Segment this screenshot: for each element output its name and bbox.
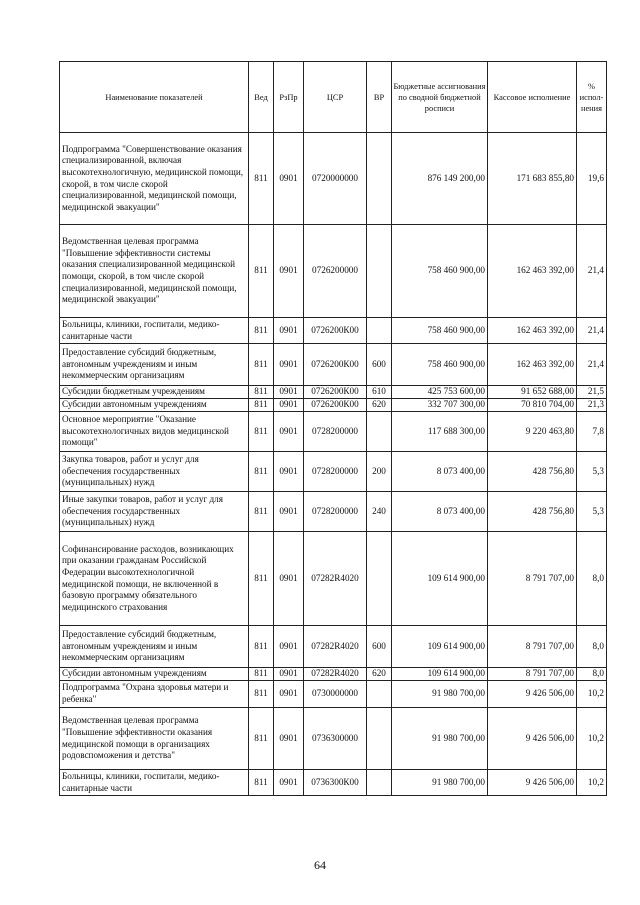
cell-ved: 811 <box>249 386 274 399</box>
cell-vr <box>367 770 392 796</box>
cell-budget: 8 073 400,00 <box>392 492 488 532</box>
cell-csr: 0726200К00 <box>304 399 367 412</box>
cell-rzpr: 0901 <box>274 626 304 668</box>
cell-csr: 0728200000 <box>304 412 367 452</box>
cell-percent: 21,4 <box>577 318 607 344</box>
cell-rzpr: 0901 <box>274 681 304 708</box>
cell-ved: 811 <box>249 225 274 318</box>
cell-budget: 876 149 200,00 <box>392 133 488 225</box>
cell-name: Предоставление субсидий бюджетным, автономным учреждениям и иным некоммерческим организациям <box>60 626 249 668</box>
cell-name: Субсидии автономным учреждениям <box>60 399 249 412</box>
table-row <box>60 412 607 452</box>
cell-cash: 162 463 392,00 <box>488 344 577 386</box>
cell-cash: 8 791 707,00 <box>488 532 577 626</box>
cell-csr: 0728200000 <box>304 452 367 492</box>
cell-budget: 117 688 300,00 <box>392 412 488 452</box>
cell-csr: 0726200000 <box>304 225 367 318</box>
cell-percent: 21,3 <box>577 399 607 412</box>
header-rzpr: РзПр <box>274 62 304 133</box>
cell-ved: 811 <box>249 668 274 681</box>
cell-percent: 21,4 <box>577 344 607 386</box>
cell-ved: 811 <box>249 318 274 344</box>
cell-cash: 9 426 506,00 <box>488 681 577 708</box>
cell-percent: 8,0 <box>577 532 607 626</box>
cell-name: Субсидии бюджетным учреждениям <box>60 386 249 399</box>
cell-csr: 0736300К00 <box>304 770 367 796</box>
cell-name: Больницы, клиники, госпитали, медико-санитарные части <box>60 770 249 796</box>
cell-rzpr: 0901 <box>274 452 304 492</box>
table-row <box>60 399 607 412</box>
cell-ved: 811 <box>249 452 274 492</box>
cell-vr: 620 <box>367 399 392 412</box>
cell-vr: 600 <box>367 344 392 386</box>
table-row <box>60 344 607 386</box>
table-row <box>60 225 607 318</box>
header-csr: ЦСР <box>304 62 367 133</box>
cell-name: Ведомственная целевая программа "Повышение эффективности оказания медицинской помощи в организациях родовспоможения и детства" <box>60 708 249 770</box>
cell-vr <box>367 681 392 708</box>
cell-budget: 109 614 900,00 <box>392 626 488 668</box>
cell-cash: 8 791 707,00 <box>488 626 577 668</box>
cell-rzpr: 0901 <box>274 412 304 452</box>
cell-ved: 811 <box>249 681 274 708</box>
cell-budget: 91 980 700,00 <box>392 708 488 770</box>
cell-ved: 811 <box>249 344 274 386</box>
cell-vr <box>367 225 392 318</box>
table-row <box>60 452 607 492</box>
cell-rzpr: 0901 <box>274 708 304 770</box>
cell-name: Подпрограмма "Совершенствование оказания специализированной, включая высокотехнологичную, медицинской помощи, скорой, в том числе скорой специализированной, медицинской помощи, медицинской эвакуации" <box>60 133 249 225</box>
cell-vr: 600 <box>367 626 392 668</box>
cell-rzpr: 0901 <box>274 386 304 399</box>
header-name: Наименование показателей <box>60 62 249 133</box>
cell-name: Больницы, клиники, госпитали, медико-санитарные части <box>60 318 249 344</box>
cell-percent: 21,4 <box>577 225 607 318</box>
cell-rzpr: 0901 <box>274 225 304 318</box>
cell-ved: 811 <box>249 532 274 626</box>
cell-percent: 5,3 <box>577 492 607 532</box>
cell-ved: 811 <box>249 626 274 668</box>
cell-name: Предоставление субсидий бюджетным, автономным учреждениям и иным некоммерческим организациям <box>60 344 249 386</box>
cell-cash: 171 683 855,80 <box>488 133 577 225</box>
cell-rzpr: 0901 <box>274 318 304 344</box>
cell-budget: 8 073 400,00 <box>392 452 488 492</box>
table-row <box>60 626 607 668</box>
cell-budget: 758 460 900,00 <box>392 344 488 386</box>
cell-percent: 10,2 <box>577 770 607 796</box>
cell-budget: 91 980 700,00 <box>392 681 488 708</box>
cell-cash: 428 756,80 <box>488 492 577 532</box>
cell-cash: 70 810 704,00 <box>488 399 577 412</box>
cell-csr: 0728200000 <box>304 492 367 532</box>
cell-vr <box>367 318 392 344</box>
cell-rzpr: 0901 <box>274 668 304 681</box>
cell-ved: 811 <box>249 770 274 796</box>
cell-budget: 91 980 700,00 <box>392 770 488 796</box>
cell-rzpr: 0901 <box>274 492 304 532</box>
cell-percent: 19,6 <box>577 133 607 225</box>
cell-vr <box>367 708 392 770</box>
table-body <box>60 133 607 796</box>
cell-csr: 0726200К00 <box>304 318 367 344</box>
cell-cash: 162 463 392,00 <box>488 318 577 344</box>
header-vr: ВР <box>367 62 392 133</box>
header-cash: Кассовое исполнение <box>488 62 577 133</box>
cell-csr: 07282R4020 <box>304 532 367 626</box>
cell-ved: 811 <box>249 492 274 532</box>
cell-csr: 0720000000 <box>304 133 367 225</box>
cell-rzpr: 0901 <box>274 770 304 796</box>
cell-name: Софинансирование расходов, возникающих при оказании гражданам Российской Федерации высокотехнологичной медицинской помощи, не включенной в базовую программу обязательного медицинского страхования <box>60 532 249 626</box>
cell-csr: 07282R4020 <box>304 626 367 668</box>
table-row <box>60 708 607 770</box>
table-row <box>60 133 607 225</box>
cell-csr: 0736300000 <box>304 708 367 770</box>
cell-name: Субсидии автономным учреждениям <box>60 668 249 681</box>
cell-vr: 200 <box>367 452 392 492</box>
cell-cash: 91 652 688,00 <box>488 386 577 399</box>
cell-rzpr: 0901 <box>274 133 304 225</box>
cell-budget: 758 460 900,00 <box>392 225 488 318</box>
cell-vr: 240 <box>367 492 392 532</box>
cell-name: Закупка товаров, работ и услуг для обеспечения государственных (муниципальных) нужд <box>60 452 249 492</box>
cell-cash: 8 791 707,00 <box>488 668 577 681</box>
table-row <box>60 681 607 708</box>
cell-csr: 0730000000 <box>304 681 367 708</box>
cell-budget: 109 614 900,00 <box>392 532 488 626</box>
cell-percent: 5,3 <box>577 452 607 492</box>
table-row <box>60 668 607 681</box>
cell-percent: 10,2 <box>577 681 607 708</box>
cell-budget: 425 753 600,00 <box>392 386 488 399</box>
cell-percent: 7,8 <box>577 412 607 452</box>
cell-budget: 758 460 900,00 <box>392 318 488 344</box>
table-row <box>60 532 607 626</box>
cell-csr: 0726200К00 <box>304 386 367 399</box>
table-row <box>60 386 607 399</box>
cell-percent: 8,0 <box>577 626 607 668</box>
cell-rzpr: 0901 <box>274 344 304 386</box>
cell-cash: 9 220 463,80 <box>488 412 577 452</box>
cell-name: Подпрограмма "Охрана здоровья матери и ребенка" <box>60 681 249 708</box>
cell-name: Основное мероприятие "Оказание высокотехнологичных видов медицинской помощи" <box>60 412 249 452</box>
cell-cash: 9 426 506,00 <box>488 708 577 770</box>
cell-ved: 811 <box>249 708 274 770</box>
cell-vr: 610 <box>367 386 392 399</box>
cell-budget: 332 707 300,00 <box>392 399 488 412</box>
cell-ved: 811 <box>249 399 274 412</box>
cell-budget: 109 614 900,00 <box>392 668 488 681</box>
table-row <box>60 318 607 344</box>
cell-vr <box>367 133 392 225</box>
table-row <box>60 770 607 796</box>
cell-cash: 9 426 506,00 <box>488 770 577 796</box>
header-ved: Вед <box>249 62 274 133</box>
cell-rzpr: 0901 <box>274 532 304 626</box>
cell-name: Ведомственная целевая программа "Повышение эффективности системы оказания специализированной медицинской помощи, скорой, в том числе скорой специализированной, медицинской помощи, медицинской эвакуации" <box>60 225 249 318</box>
table-row <box>60 492 607 532</box>
cell-ved: 811 <box>249 133 274 225</box>
cell-ved: 811 <box>249 412 274 452</box>
cell-percent: 10,2 <box>577 708 607 770</box>
cell-csr: 0726200К00 <box>304 344 367 386</box>
cell-cash: 162 463 392,00 <box>488 225 577 318</box>
cell-percent: 8,0 <box>577 668 607 681</box>
budget-execution-table <box>59 61 607 796</box>
cell-percent: 21,5 <box>577 386 607 399</box>
cell-rzpr: 0901 <box>274 399 304 412</box>
cell-cash: 428 756,80 <box>488 452 577 492</box>
cell-name: Иные закупки товаров, работ и услуг для обеспечения государственных (муниципальных) нужд <box>60 492 249 532</box>
cell-csr: 07282R4020 <box>304 668 367 681</box>
table-header-row <box>60 62 607 133</box>
header-budget: Бюджетные ассигнования по сводной бюджетной росписи <box>392 62 488 133</box>
cell-vr: 620 <box>367 668 392 681</box>
header-percent: % испол-нения <box>577 62 607 133</box>
cell-vr <box>367 412 392 452</box>
cell-vr <box>367 532 392 626</box>
page-number: 64 <box>314 858 326 872</box>
